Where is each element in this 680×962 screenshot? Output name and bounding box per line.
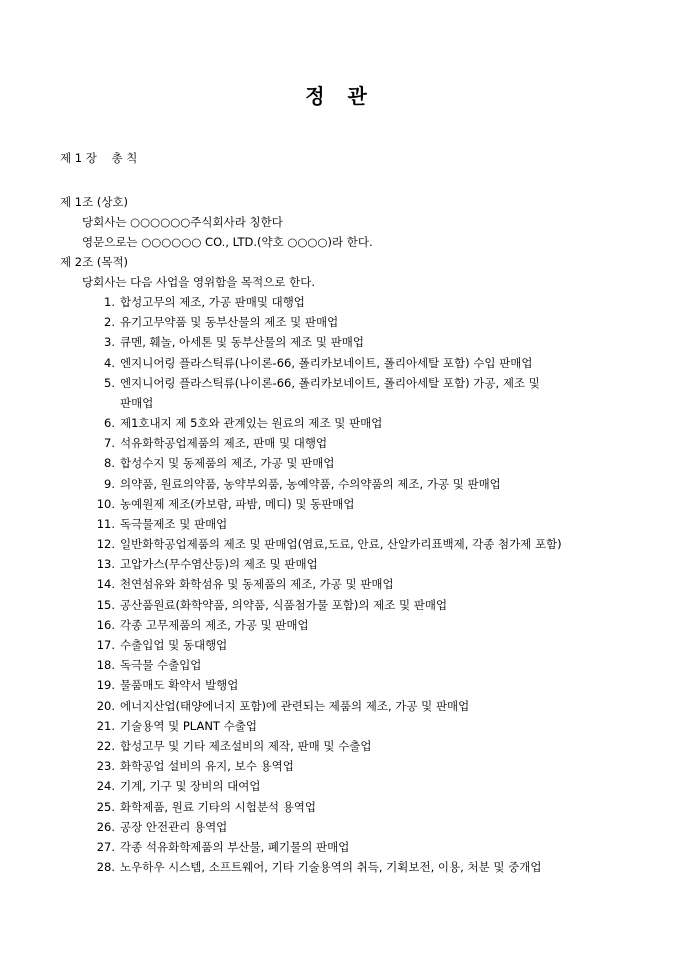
article-2-title: 제 2조 (목적) <box>60 255 129 269</box>
purpose-item-text <box>120 716 640 736</box>
purpose-item-text-line: 공장 안전관리 용역업 <box>120 819 228 834</box>
purpose-item <box>60 353 640 373</box>
article-2 <box>60 252 640 877</box>
article-1-line: 당회사는 ○○○○○○주식회사라 칭한다 <box>82 215 283 229</box>
purpose-item <box>60 574 640 594</box>
purpose-item-text <box>120 675 640 695</box>
purpose-item-number: 6. <box>104 415 115 430</box>
purpose-item-number: 16. <box>96 617 115 632</box>
purpose-item-number: 4. <box>104 355 115 370</box>
purpose-item <box>60 413 640 433</box>
purpose-item-number: 25. <box>96 799 115 814</box>
purpose-item-text-line: 공산품원료(화학약품, 의약품, 식품첨가물 포함)의 제조 및 판매업 <box>120 597 448 612</box>
purpose-item <box>60 635 640 655</box>
purpose-item-text <box>120 332 640 352</box>
article-2-intro: 당회사는 다음 사업을 영위함을 목적으로 한다. <box>82 275 316 289</box>
purpose-item-text-line: 화학공업 설비의 유지, 보수 용역업 <box>120 759 294 774</box>
purpose-item-text-line: 큐멘, 훼놀, 아세톤 및 동부산물의 제조 및 판매업 <box>120 335 364 350</box>
purpose-item <box>60 857 640 877</box>
purpose-item <box>60 474 640 494</box>
purpose-item-text-line: 기술용역 및 PLANT 수출업 <box>120 718 257 733</box>
purpose-item-number: 3. <box>104 335 115 350</box>
purpose-item <box>60 615 640 635</box>
purpose-item-number: 17. <box>96 638 115 652</box>
purpose-item-text <box>120 534 640 554</box>
purpose-item-number: 27. <box>96 839 115 854</box>
purpose-item-text-line: 각종 석유화학제품의 부산물, 폐기물의 판매업 <box>120 839 350 854</box>
purpose-item-text <box>120 635 640 655</box>
purpose-item-number: 26. <box>96 819 115 834</box>
purpose-item <box>60 595 640 615</box>
purpose-item-text <box>120 817 640 837</box>
purpose-item-text <box>120 776 640 796</box>
purpose-item-number: 20. <box>96 698 115 713</box>
purpose-item-number: 18. <box>96 658 115 673</box>
purpose-item-text-line: 독극물 수출입업 <box>120 658 202 673</box>
purpose-item-text-line: 엔지니어링 플라스틱류(나이론-66, 폴리카보네이트, 폴리아세탈 포함) 수입 판매업 <box>120 355 533 370</box>
purpose-item <box>60 312 640 332</box>
purpose-item-text <box>120 655 640 675</box>
purpose-item <box>60 776 640 796</box>
purpose-item-number: 21. <box>96 718 115 733</box>
purpose-item-text-line: 농예원제 제조(카보람, 파밤, 메디) 및 동판매업 <box>120 496 355 511</box>
chapter-name: 총 칙 <box>111 151 138 165</box>
purpose-item-text <box>120 494 640 514</box>
purpose-item-text-line: 수출입업 및 동대행업 <box>120 638 228 652</box>
purpose-item-text-line: 노우하우 시스템, 소프트웨어, 기타 기술용역의 취득, 기획보전, 이용, 처분 및 중개업 <box>120 860 542 875</box>
purpose-item-text-line: 고압가스(무수염산등)의 제조 및 판매업 <box>120 557 318 572</box>
purpose-item-text <box>120 595 640 615</box>
purpose-item <box>60 655 640 675</box>
purpose-item-text <box>120 433 640 453</box>
purpose-item-number: 19. <box>96 678 115 693</box>
purpose-item <box>60 797 640 817</box>
purpose-item-text <box>120 857 640 877</box>
chapter-gap <box>97 151 112 165</box>
document-title: 정 관 <box>305 84 375 108</box>
chapter-label: 제 1 장 <box>60 151 97 165</box>
purpose-item <box>60 675 640 695</box>
purpose-item-text <box>120 574 640 594</box>
purpose-item-text <box>120 353 640 373</box>
purpose-item-text <box>120 837 640 857</box>
purpose-item-number: 15. <box>96 597 115 612</box>
purpose-item <box>60 696 640 716</box>
purpose-item-number: 13. <box>96 557 115 572</box>
purpose-item <box>60 514 640 534</box>
purpose-list <box>60 292 640 877</box>
purpose-item-number: 5. <box>104 375 115 390</box>
purpose-item-number: 23. <box>96 759 115 774</box>
purpose-item-number: 1. <box>104 295 115 309</box>
purpose-item <box>60 534 640 554</box>
purpose-item-number: 8. <box>104 456 115 471</box>
purpose-item-text <box>120 453 640 473</box>
purpose-item-text <box>120 736 640 756</box>
purpose-item-text-line: 의약품, 원료의약품, 농약부외품, 농예약품, 수의약품의 제조, 가공 및 판매업 <box>120 476 501 491</box>
purpose-item-text-continuation: 판매업 <box>120 395 154 410</box>
purpose-item-text-line: 합성고무의 제조, 가공 판매및 대행업 <box>120 295 305 309</box>
purpose-item-text-line: 화학제품, 원료 기타의 시험분석 용역업 <box>120 799 317 814</box>
purpose-item <box>60 554 640 574</box>
purpose-item-number: 7. <box>104 436 115 451</box>
purpose-item-text-line: 천연섬유와 화학섬유 및 동제품의 제조, 가공 및 판매업 <box>120 577 394 592</box>
purpose-item-number: 28. <box>96 860 115 875</box>
purpose-item-text <box>120 615 640 635</box>
purpose-item-text-line: 각종 고무제품의 제조, 가공 및 판매업 <box>120 617 309 632</box>
purpose-item-text <box>120 756 640 776</box>
purpose-item-text-line: 석유화학공업제품의 제조, 판매 및 대행업 <box>120 436 328 451</box>
purpose-item-text-line: 일반화학공업제품의 제조 및 판매업(염료,도료, 안료, 산알카리표백제, 각종 첨가제 포함) <box>120 537 562 552</box>
purpose-item-number: 24. <box>96 779 115 794</box>
purpose-item-number: 9. <box>104 476 115 491</box>
purpose-item-number: 11. <box>96 516 115 531</box>
purpose-item-number: 2. <box>104 315 115 330</box>
purpose-item <box>60 817 640 837</box>
purpose-item <box>60 736 640 756</box>
purpose-item-text-line: 엔지니어링 플라스틱류(나이론-66, 폴리카보네이트, 폴리아세탈 포함) 가공, 제조 및 <box>120 375 540 390</box>
purpose-item <box>60 837 640 857</box>
purpose-item-text <box>120 373 640 413</box>
purpose-item <box>60 494 640 514</box>
purpose-item-text <box>120 312 640 332</box>
purpose-item <box>60 332 640 352</box>
purpose-item-number: 22. <box>96 738 115 753</box>
purpose-item <box>60 453 640 473</box>
purpose-item <box>60 433 640 453</box>
purpose-item-text-line: 에너지산업(태양에너지 포함)에 관련되는 제품의 제조, 가공 및 판매업 <box>120 698 470 713</box>
article-1-line: 영문으로는 ○○○○○○ CO., LTD.(약호 ○○○○)라 한다. <box>82 235 373 249</box>
purpose-item-text <box>120 696 640 716</box>
article-1-title: 제 1조 (상호) <box>60 195 129 209</box>
article-1 <box>60 192 640 252</box>
purpose-item <box>60 373 640 413</box>
purpose-item-number: 14. <box>96 577 115 592</box>
purpose-item-text-line: 물품매도 확약서 발행업 <box>120 678 239 693</box>
purpose-item-number: 12. <box>96 537 115 552</box>
purpose-item-number: 10. <box>96 496 115 511</box>
purpose-item <box>60 756 640 776</box>
purpose-item-text <box>120 554 640 574</box>
purpose-item <box>60 716 640 736</box>
purpose-item-text <box>120 797 640 817</box>
purpose-item-text-line: 제1호내지 제 5호와 관계있는 원료의 제조 및 판매업 <box>120 415 383 430</box>
purpose-item-text-line: 독극물제조 및 판매업 <box>120 516 228 531</box>
purpose-item-text-line: 합성고무 및 기타 제조설비의 제작, 판매 및 수출업 <box>120 738 372 753</box>
purpose-item <box>60 292 640 312</box>
purpose-item-text <box>120 292 640 312</box>
purpose-item-text <box>120 413 640 433</box>
purpose-item-text <box>120 474 640 494</box>
purpose-item-text <box>120 514 640 534</box>
purpose-item-text-line: 합성수지 및 동제품의 제조, 가공 및 판매업 <box>120 456 335 471</box>
chapter-heading <box>60 150 137 166</box>
purpose-item-text-line: 유기고무약품 및 동부산물의 제조 및 판매업 <box>120 315 339 330</box>
purpose-item-text-line: 기계, 기구 및 장비의 대여업 <box>120 779 261 794</box>
